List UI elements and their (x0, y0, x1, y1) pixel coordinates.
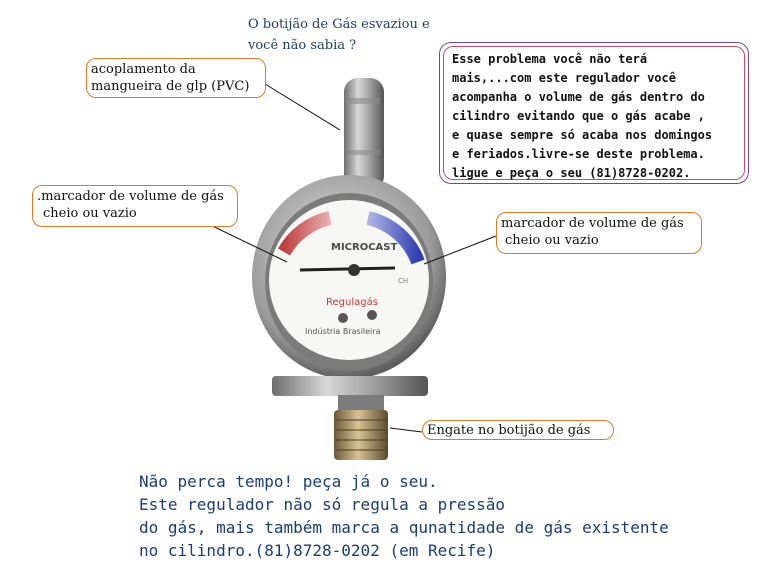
leader-connector (390, 428, 422, 432)
callout-line: cheio ou vazio (43, 206, 137, 221)
callout-line: marcador de volume de gás (501, 216, 684, 231)
info-line: e quase sempre só acaba nos domingos (452, 128, 713, 142)
info-line: e feriados.livre-se deste problema. (452, 147, 705, 161)
callout-line: .marcador de volume de gás (37, 189, 224, 204)
cylinder-connector (272, 376, 428, 460)
info-line: mais,...com este regulador você (452, 71, 676, 85)
info-line: ligue e peça o seu (81)8728-0202. (452, 166, 691, 180)
info-line: cilindro evitando que o gás acabe , (452, 109, 705, 123)
callout-line: acoplamento da (91, 62, 196, 77)
callout-line: mangueira de glp (PVC) (91, 79, 250, 94)
headline-line-2: você não sabia ? (248, 38, 357, 53)
info-box (452, 50, 744, 183)
leader-hose (265, 84, 340, 130)
hose-coupling (344, 78, 384, 190)
promo-line: Este regulador não só regula a pressão (139, 495, 506, 514)
callout-cylinder-connector: Engate no botijão de gás (422, 420, 614, 440)
gauge (252, 175, 446, 379)
gauge-model: Regulagás (326, 297, 378, 308)
callout-gauge-left (32, 185, 238, 227)
promo-line: do gás, mais também marca a qunatidade de gás existente (139, 518, 669, 537)
gauge-full-mark: CH (398, 277, 409, 285)
info-line: Esse problema você não terá (452, 52, 648, 66)
gauge-brand: MICROCAST (331, 242, 398, 253)
info-line: acompanha o volume de gás dentro do (452, 90, 705, 104)
gauge-origin: Indústria Brasileira (305, 327, 381, 336)
callout-line: cheio ou vazio (505, 233, 599, 248)
promo-line: no cilindro.(81)8728-0202 (em Recife) (139, 541, 496, 560)
promo-line: Não perca tempo! peça já o seu. (139, 472, 438, 491)
callout-hose-coupling (86, 58, 266, 98)
bottom-promo-text (139, 470, 759, 562)
callout-gauge-right (496, 212, 702, 254)
headline-line-1: O botijão de Gás esvaziou e (248, 17, 430, 32)
